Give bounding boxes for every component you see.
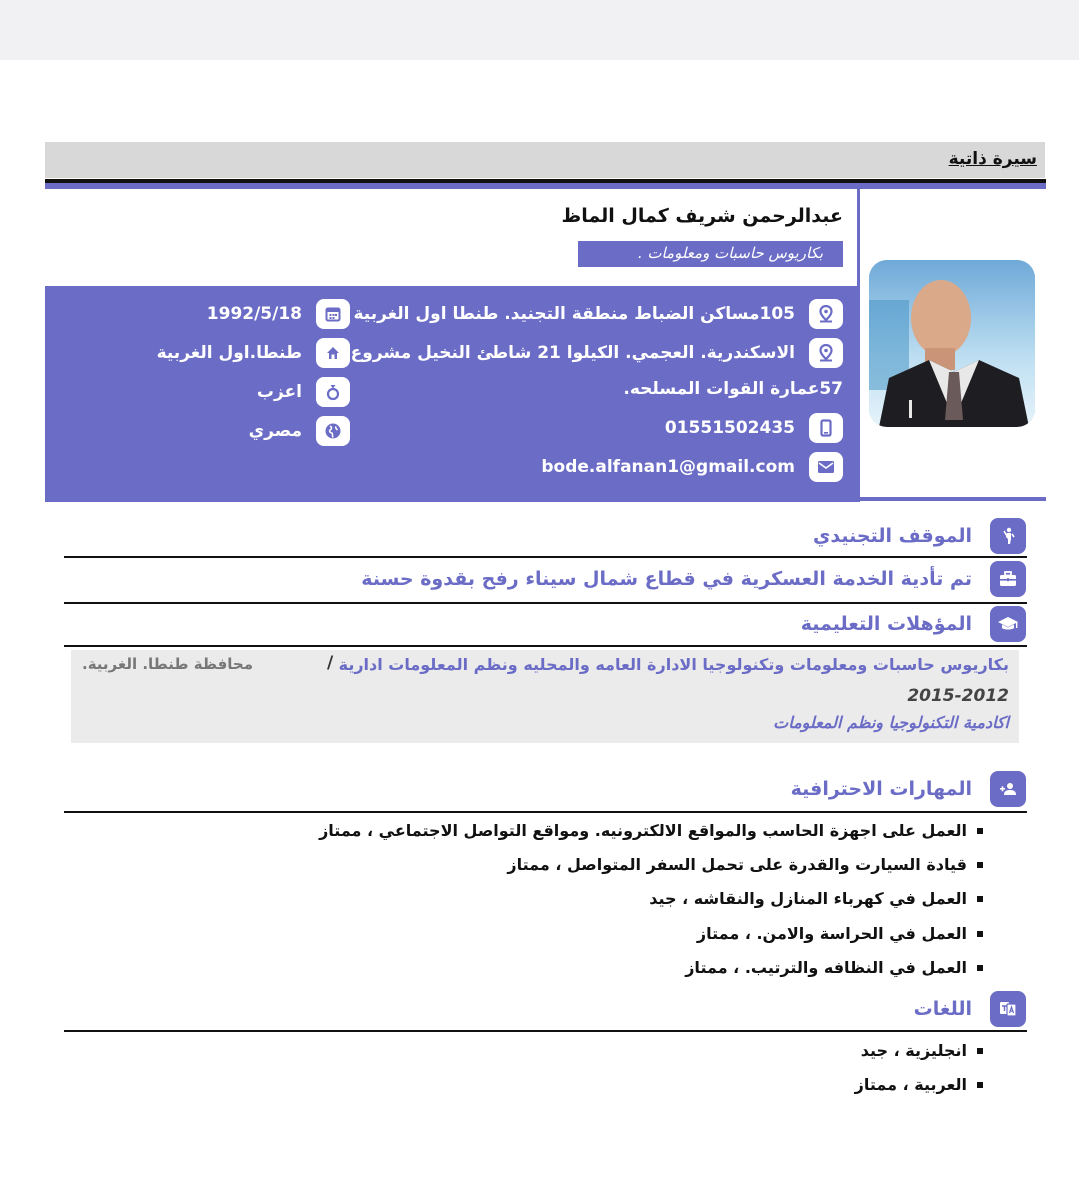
person-name: عبدالرحمن شريف كمال الماظ	[561, 205, 843, 227]
skill-text: العمل في النظافه والترتيب. ، ممتاز	[685, 958, 967, 977]
address-line-2: الاسكندرية. العجمي. الكيلوا 21 شاطئ النخيل مشروع	[350, 343, 795, 363]
profile-photo	[869, 260, 1035, 427]
skill-item	[685, 958, 983, 977]
skill-text: قيادة السيارت والقدرة على تحمل السفر المتواصل ، ممتاز	[507, 855, 967, 874]
marital-status: اعزب	[256, 382, 302, 402]
document-title-bar	[45, 142, 1045, 178]
contact-birth-date	[207, 299, 350, 329]
section-divider	[64, 1030, 1027, 1032]
nationality: مصري	[248, 421, 302, 441]
phone-icon	[809, 413, 843, 443]
contact-city	[157, 338, 350, 368]
home-icon	[316, 338, 350, 368]
bullet-square	[977, 862, 983, 868]
globe-icon	[316, 416, 350, 446]
language-item	[861, 1041, 983, 1060]
phone-number: 01551502435	[664, 418, 795, 438]
education-years: 2015-2012	[907, 686, 1009, 706]
calendar-icon	[316, 299, 350, 329]
education-institution: اكادمية التكنولوجيا ونظم المعلومات	[773, 713, 1009, 732]
translate-icon	[990, 991, 1026, 1027]
skill-item	[697, 924, 983, 943]
panel-border-horizontal	[857, 497, 1046, 501]
section-education-heading	[801, 606, 1026, 642]
section-skills-heading	[791, 771, 1026, 807]
section-divider	[64, 645, 1027, 647]
skill-item	[507, 855, 983, 874]
panel-border-vertical	[857, 188, 860, 502]
bullet-square	[977, 1048, 983, 1054]
section-military-title: الموقف التجنيدي	[813, 525, 972, 547]
section-divider	[64, 811, 1027, 813]
language-text: العربية ، ممتاز	[854, 1075, 967, 1094]
soldier-icon	[990, 518, 1026, 554]
contact-phone	[665, 413, 843, 443]
section-military-heading	[813, 518, 1026, 554]
section-divider	[64, 556, 1027, 558]
graduation-cap-icon	[990, 606, 1026, 642]
address-line-3: 57عمارة القوات المسلحه.	[623, 379, 843, 399]
education-degree: بكاريوس حاسبات ومعلومات وتكنولوجيا الادارة العامه والمحليه ونظم المعلومات ادارية	[338, 655, 1009, 674]
section-languages-title: اللغات	[913, 998, 972, 1020]
bullet-square	[977, 896, 983, 902]
email-icon	[809, 452, 843, 482]
bullet-square	[977, 1082, 983, 1088]
contact-nationality	[249, 416, 350, 446]
address-line-1: 105مساكن الضباط منطقة التجنيد. طنطا اول الغربية	[353, 304, 795, 324]
contact-address	[353, 299, 843, 329]
email-address: bode.alfanan1@gmail.com	[541, 457, 795, 477]
skill-item	[319, 821, 983, 840]
section-languages-heading	[914, 991, 1026, 1027]
education-separator: /	[327, 653, 334, 673]
military-status-row	[361, 561, 1026, 597]
degree-banner	[578, 241, 843, 267]
skill-item	[649, 889, 983, 908]
contact-email	[541, 452, 843, 482]
contact-address-2	[351, 338, 843, 368]
section-divider	[64, 602, 1027, 604]
education-place: محافظة طنطا. الغربية.	[82, 655, 254, 673]
city: طنطا.اول الغربية	[156, 343, 302, 363]
ring-icon	[316, 377, 350, 407]
document-title: سيرة ذاتية	[948, 149, 1037, 169]
skill-text: العمل في كهرباء المنازل والنقاشه ، جيد	[649, 889, 967, 908]
bullet-square	[977, 828, 983, 834]
bullet-square	[977, 965, 983, 971]
skill-text: العمل على اجهزة الحاسب والمواقع الالكترونيه. ومواقع التواصل الاجتماعي ، ممتاز	[319, 821, 967, 840]
users-icon	[990, 771, 1026, 807]
military-status-text: تم تأدية الخدمة العسكرية في قطاع شمال سيناء رفح بقدوة حسنة	[361, 568, 972, 590]
briefcase-icon	[990, 561, 1026, 597]
section-education-title: المؤهلات التعليمية	[800, 613, 972, 635]
location-icon	[809, 338, 843, 368]
birth-date: 1992/5/18	[206, 304, 302, 324]
skill-text: العمل في الحراسة والامن. ، ممتاز	[696, 924, 967, 943]
language-item	[855, 1075, 983, 1094]
bullet-square	[977, 931, 983, 937]
degree-text: بكاريوس حاسبات ومعلومات .	[637, 244, 823, 262]
education-entry	[71, 650, 1019, 743]
header-divider-accent	[45, 183, 1046, 189]
contact-marital-status	[257, 377, 350, 407]
section-skills-title: المهارات الاحترافية	[790, 778, 972, 800]
language-text: انجليزية ، جيد	[860, 1041, 967, 1060]
top-toolbar-strip	[0, 0, 1079, 60]
location-icon	[809, 299, 843, 329]
